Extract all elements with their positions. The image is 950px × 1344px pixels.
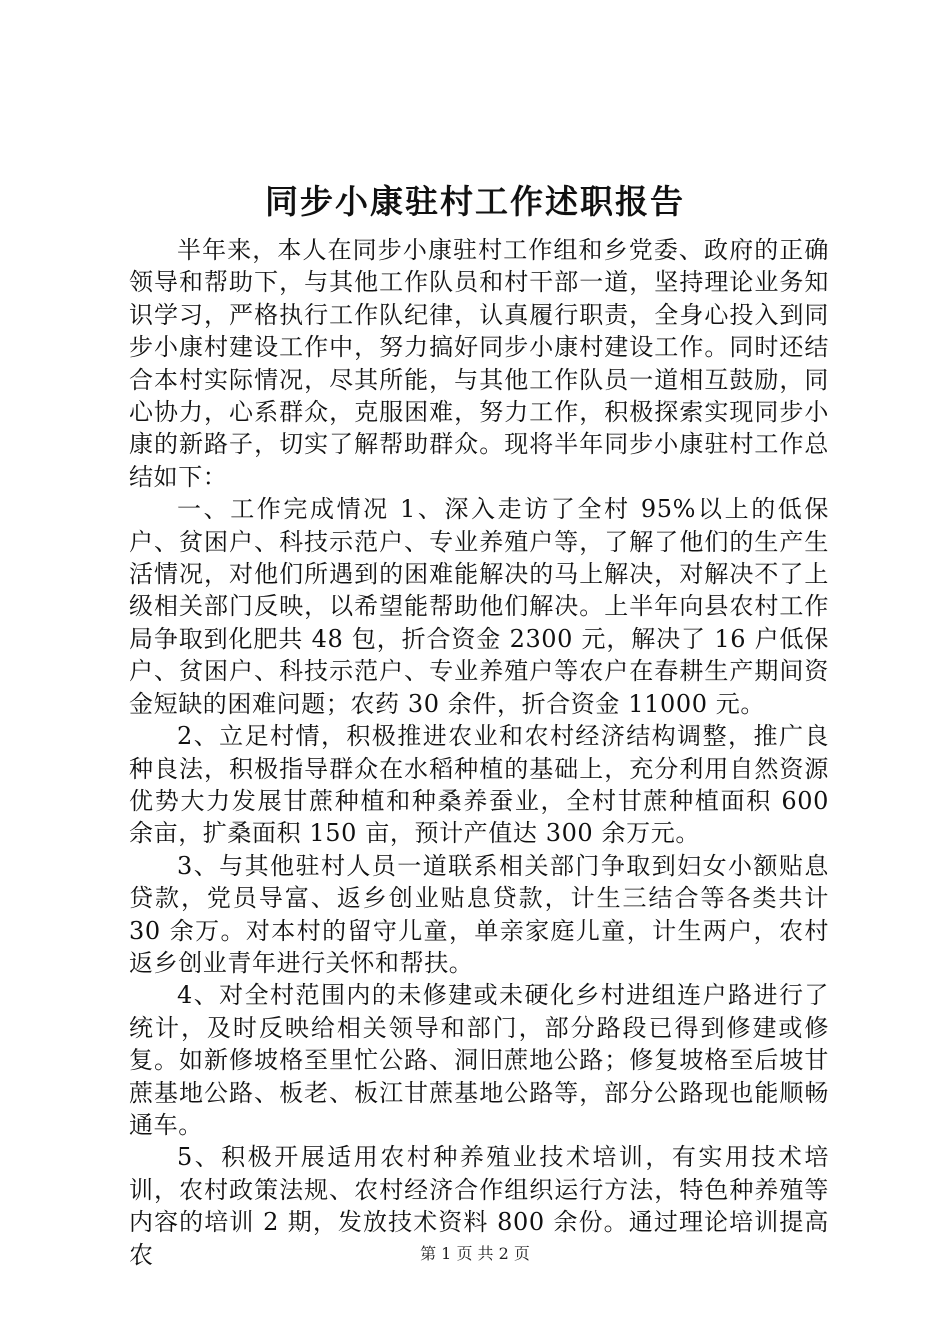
paragraph-item-2: 2、立足村情，积极推进农业和农村经济结构调整，推广良种良法，积极指导群众在水稻种植的基础上，充分利用自然资源优势大力发展甘蔗种植和种桑养蚕业，全村甘蔗种植面积 600 余亩，扩桑面积 150 亩，预计产值达 300 余万元。 (129, 722, 829, 848)
page-title: 同步小康驻村工作述职报告 (265, 182, 685, 221)
page-number-footer: 第 1 页 共 2 页 (420, 1244, 530, 1263)
document-body (129, 234, 829, 1271)
paragraph-item-3: 3、与其他驻村人员一道联系相关部门争取到妇女小额贴息贷款，党员导富、返乡创业贴息贷款，计生三结合等各类共计 30 余万。对本村的留守儿童，单亲家庭儿童，计生两户，农村返乡创业青年进行关怀和帮扶。 (129, 851, 829, 977)
paragraph-item-5: 5、积极开展适用农村种养殖业技术培训，有实用技术培训，农村政策法规、农村经济合作组织运行方法，特色种养殖等内容的培训 2 期，发放技术资料 800 余份。通过理论培训提高农 (129, 1143, 829, 1269)
paragraph-item-4: 4、对全村范围内的未修建或未硬化乡村进组连户路进行了统计，及时反映给相关领导和部门，部分路段已得到修建或修复。如新修坡格至里忙公路、洞旧蔗地公路；修复坡格至后坡甘蔗基地公路、板老、板江甘蔗基地公路等，部分公路现也能顺畅通车。 (129, 981, 829, 1139)
paragraph-intro: 半年来，本人在同步小康驻村工作组和乡党委、政府的正确领导和帮助下，与其他工作队员和村干部一道，坚持理论业务知识学习，严格执行工作队纪律，认真履行职责，全身心投入到同步小康村建设工作中，努力搞好同步小康村建设工作。同时还结合本村实际情况，尽其所能，与其他工作队员一道相互鼓励，同心协力，心系群众，克服困难，努力工作，积极探索实现同步小康的新路子，切实了解帮助群众。现将半年同步小康驻村工作总结如下： (129, 236, 829, 491)
paragraph-work-status: 一、工作完成情况 1、深入走访了全村 95%以上的低保户、贫困户、科技示范户、专业养殖户等，了解了他们的生产生活情况，对他们所遇到的困难能解决的马上解决，对解决不了上级相关部门反映，以希望能帮助他们解决。上半年向县农村工作局争取到化肥共 48 包，折合资金 2300 元，解决了 16 户低保户、贫困户、科技示范户、专业养殖户等农户在春耕生产期间资金短缺的困难问题；农药 30 余件，折合资金 11000 元。 (129, 495, 829, 718)
